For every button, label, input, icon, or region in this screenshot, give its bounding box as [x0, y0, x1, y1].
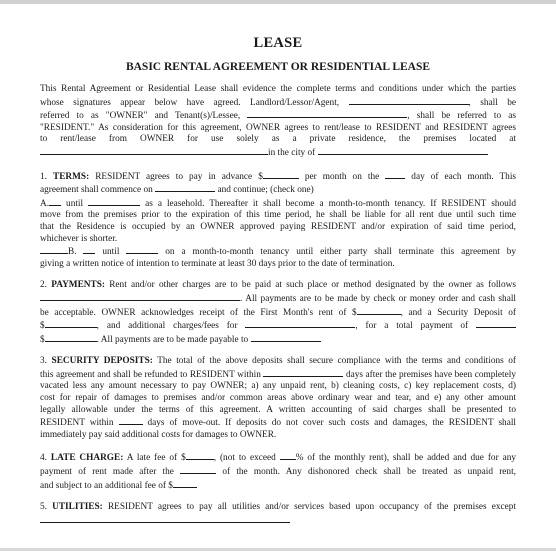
- utilities-text: RESIDENT agrees to pay all utilities and/or services based upon occupancy of the premises except: [107, 502, 516, 513]
- terms-line: giving a written notice of intention to terminate at least 30 days prior to the date of termination.: [40, 258, 395, 269]
- late-text: and subject to an additional fee of $: [40, 480, 173, 491]
- option-b-checkbox[interactable]: [83, 245, 95, 254]
- late-charge-section: [40, 451, 516, 492]
- late-percent-field[interactable]: [280, 451, 296, 460]
- security-line: vacated less any amount necessary to pay OWNER; a) any unpaid rent, b) cleaning costs, c) key replacement costs, d): [40, 381, 516, 392]
- intro-text: in the city of: [268, 147, 316, 158]
- page-top-edge: [0, 0, 556, 4]
- refund-days-field[interactable]: [263, 368, 343, 377]
- security-line: immediately pay said additional costs for damages to OWNER.: [40, 429, 277, 440]
- option-b-start-field[interactable]: [40, 245, 68, 254]
- terms-text: until: [66, 198, 84, 209]
- document-title: LEASE: [253, 35, 303, 51]
- security-text: days of move-out. If deposits do not cover such costs and damages, the RESIDENT shall: [147, 418, 517, 429]
- section-heading: TERMS:: [53, 171, 90, 182]
- security-text: RESIDENT within: [40, 418, 114, 429]
- late-charge-line: [40, 451, 516, 465]
- payments-section: [40, 280, 516, 346]
- late-charge-line: [40, 479, 516, 493]
- security-line: [40, 416, 516, 430]
- dishonored-check-fee-field[interactable]: [173, 479, 197, 488]
- security-line: cost for repair of damages to premises and/or common areas above ordinary wear and tear, and e) any other amount: [40, 393, 516, 404]
- terms-text: on a month-to-month tenancy until either party shall terminate this agreement by: [165, 247, 517, 258]
- premises-address-field[interactable]: [40, 146, 268, 155]
- security-deposit-field[interactable]: [45, 319, 97, 328]
- intro-line: [40, 109, 516, 123]
- intro-line: "RESIDENT." As consideration for this agreement, OWNER agrees to rent/lease to RESIDENT and RESIDENT agrees: [40, 122, 516, 133]
- security-text: this agreement and shall be refunded to RESIDENT within: [40, 369, 261, 380]
- section-number: 1.: [40, 171, 47, 182]
- option-a-label: A.: [40, 198, 50, 209]
- terms-line: [40, 245, 516, 259]
- total-amount-field[interactable]: [45, 333, 97, 342]
- late-text: , (not to exceed: [213, 453, 276, 464]
- security-text: The total of the above deposits shall secure compliance with the terms and conditions of: [157, 356, 517, 367]
- intro-text: whose signatures appear below have agreed. Landlord/Lessor/Agent,: [40, 97, 340, 108]
- terms-line: whichever is shorter.: [40, 233, 118, 244]
- payments-line: [40, 292, 516, 306]
- payments-line: [40, 333, 516, 347]
- payments-text: $: [40, 321, 45, 332]
- late-text: % of the monthly rent), shall be added and due for any: [295, 453, 516, 464]
- terms-text: until: [102, 247, 120, 258]
- payments-text: , and additional charges/fees for: [96, 321, 238, 332]
- option-b-until-date-field[interactable]: [126, 245, 158, 254]
- option-b-label: B.: [68, 247, 77, 258]
- intro-line: This Rental Agreement or Residential Lease shall evidence the complete terms and conditions under which the parties: [40, 84, 516, 94]
- payments-text: . All payments are to be made payable to: [96, 334, 249, 345]
- terms-text: day of each month. This: [411, 171, 517, 182]
- section-number: 5.: [40, 502, 47, 513]
- payments-line: [40, 306, 516, 320]
- section-heading: PAYMENTS:: [51, 280, 105, 291]
- commence-date-field[interactable]: [155, 183, 215, 192]
- terms-text: agreement shall commence on: [40, 185, 153, 196]
- terms-text: RESIDENT agrees to pay in advance $: [95, 171, 263, 182]
- intro-line: to rent/lease from OWNER for use solely as a private residence, the premises located at: [40, 134, 516, 145]
- intro-text: , shall be referred to as: [407, 111, 516, 122]
- utilities-line: [40, 502, 516, 514]
- section-heading: UTILITIES:: [52, 502, 103, 513]
- intro-text: referred to as "OWNER" and Tenant(s)/Lessee,: [40, 111, 241, 122]
- document-subtitle: BASIC RENTAL AGREEMENT OR RESIDENTIAL LEASE: [125, 61, 431, 73]
- option-a-checkbox[interactable]: [49, 197, 61, 206]
- terms-line: that the Residence is occupied by an OWNER approved paying RESIDENT and/or expiration of said time period,: [40, 221, 516, 232]
- monthly-rent-field[interactable]: [263, 170, 299, 179]
- intro-line: [40, 146, 516, 160]
- utilities-exceptions-field[interactable]: [40, 514, 290, 523]
- section-heading: LATE CHARGE:: [50, 453, 124, 464]
- security-line: [40, 356, 516, 368]
- terms-section: [40, 170, 516, 271]
- terms-line: [40, 197, 516, 211]
- section-number: 2.: [40, 280, 47, 291]
- late-text: of the month. Any dishonored check shall be treated as unpaid rent,: [222, 467, 516, 478]
- payments-text: $: [40, 334, 45, 345]
- additional-charges-field[interactable]: [245, 319, 355, 328]
- late-fee-field[interactable]: [186, 451, 214, 460]
- terms-text: and continue; (check one): [217, 185, 314, 196]
- security-line: legally allowable under the terms of this agreement. A written accounting of said charges shall be presented to: [40, 404, 516, 415]
- late-text: A late fee of $: [126, 453, 186, 464]
- section-heading: SECURITY DEPOSITS:: [51, 356, 153, 367]
- payments-text: Rent and/or other charges are to be paid at such place or method designated by the owner as follows: [109, 280, 516, 291]
- terms-text: as a leasehold. Thereafter it shall become a month-to-month tenancy. If RESIDENT should: [145, 198, 516, 209]
- option-a-until-date-field[interactable]: [88, 197, 140, 206]
- payments-text: , and a Security Deposit of: [400, 307, 516, 318]
- late-charge-line: [40, 465, 516, 479]
- security-line: [40, 368, 516, 382]
- payments-text: , for a total payment of: [355, 321, 469, 332]
- terms-line: [40, 183, 516, 197]
- security-deposits-section: [40, 356, 516, 441]
- section-number: 3.: [40, 356, 47, 367]
- payments-text: . All payments are to be made by check or money order and cash shall: [240, 293, 516, 304]
- terms-line: [40, 170, 516, 184]
- payment-method-field[interactable]: [40, 292, 240, 301]
- accounting-days-field[interactable]: [119, 416, 143, 425]
- utilities-section: [40, 502, 516, 527]
- utilities-line: [40, 514, 516, 528]
- section-number: 4.: [40, 453, 47, 464]
- total-payment-field[interactable]: [476, 319, 516, 328]
- payments-text: be acceptable. OWNER acknowledges receipt of the First Month's rent of $: [40, 307, 357, 318]
- tenant-name-field[interactable]: [247, 109, 407, 118]
- payable-to-field[interactable]: [251, 333, 321, 342]
- security-text: days after the premises have been completely: [345, 369, 516, 380]
- landlord-name-field[interactable]: [349, 96, 469, 105]
- terms-text: per month on the: [304, 171, 380, 182]
- payments-line: [40, 319, 516, 333]
- intro-paragraph: [40, 84, 516, 160]
- late-after-day-field[interactable]: [180, 465, 216, 474]
- intro-text: , shall be: [468, 97, 517, 108]
- rent-due-day-field[interactable]: [385, 170, 405, 179]
- intro-line: [40, 96, 516, 110]
- payments-line: [40, 280, 516, 292]
- late-text: payment of rent made after the: [40, 467, 174, 478]
- city-field[interactable]: [318, 146, 488, 155]
- first-month-rent-field[interactable]: [357, 306, 401, 315]
- terms-line: move from the premises prior to the expiration of this time period, he shall be liable for all rent due until such time: [40, 210, 516, 221]
